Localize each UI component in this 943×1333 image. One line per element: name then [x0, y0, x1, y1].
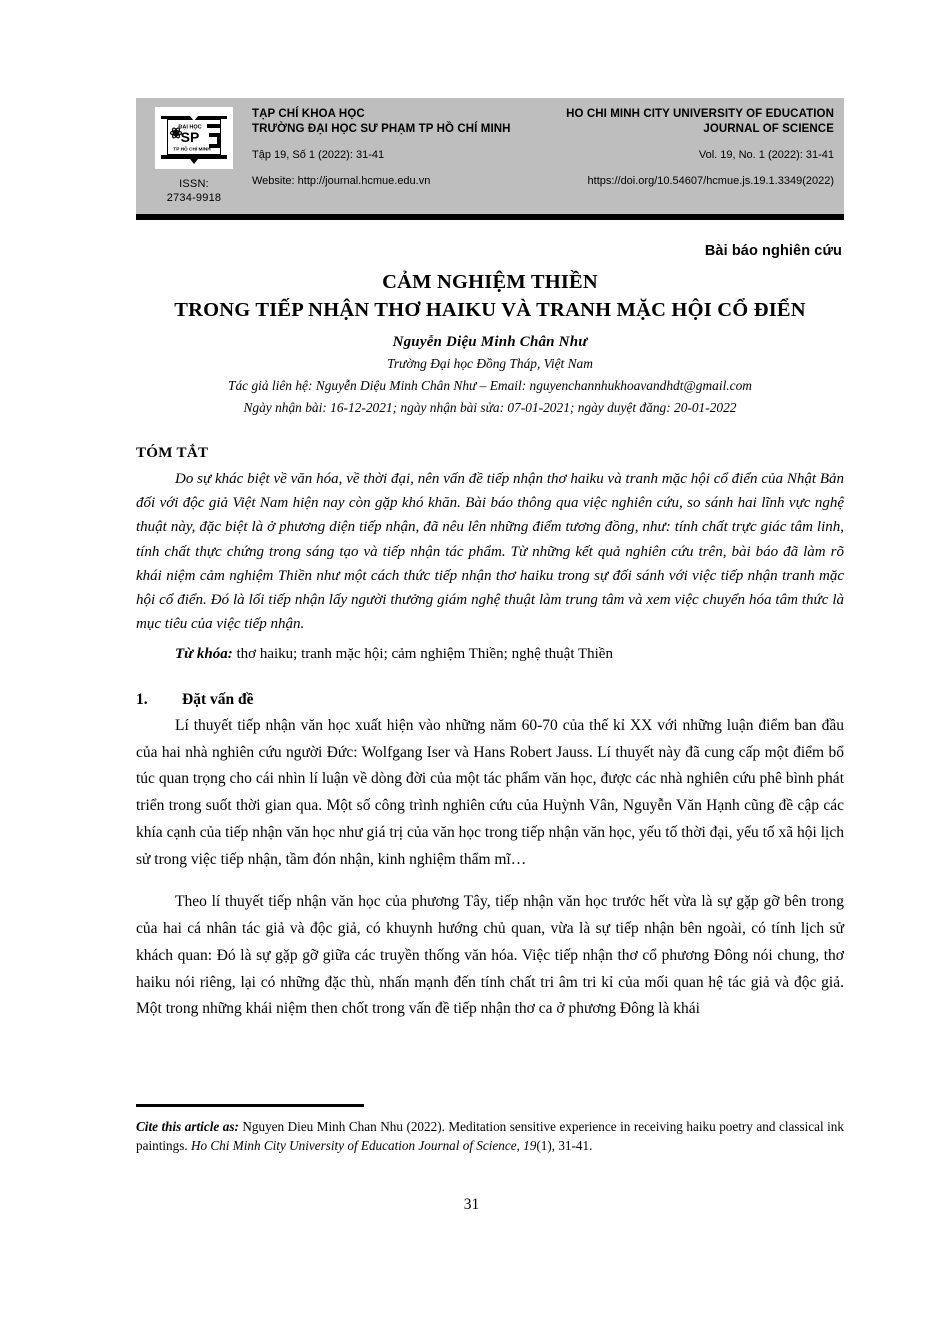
issn-value: 2734-9918	[166, 191, 222, 204]
journal-volume-en: Vol. 19, No. 1 (2022): 31-41	[698, 149, 834, 162]
journal-masthead	[136, 98, 844, 220]
hcmue-book-logo-icon	[159, 111, 229, 166]
masthead-right	[566, 107, 834, 206]
journal-title-vi-line2: TRƯỜNG ĐẠI HỌC SƯ PHẠM TP HỒ CHÍ MINH	[252, 123, 511, 136]
svg-text:TP HỒ CHÍ MINH: TP HỒ CHÍ MINH	[173, 147, 211, 152]
section-1-paragraph-1: Lí thuyết tiếp nhận văn học xuất hiện vào những năm 60-70 của thế kỉ XX với những luận điểm ban đầu của hai nhà nghiên cứu người Đức: Wolfgang Iser và Hans Robert Jauss. Lí thuyết này đã cung cấp một điểm bổ túc quan trọng cho cái nhìn lí luận về dòng đời của một tác phẩm văn học, được các nhà nghiên cứu phê bình phát triển trong suốt thời gian qua. Một số công trình nghiên cứu của Huỳnh Vân, Nguyễn Văn Hạnh cũng đề cập các khía cạnh của tiếp nhận văn học như giá trị của văn học trong tiếp nhận văn học, yếu tố thời đại, yếu tố xã hội lịch sử trong việc tiếp nhận, tầm đón nhận, kinh nghiệm thẩm mĩ…	[136, 716, 844, 868]
journal-title-en-line1: HO CHI MINH CITY UNIVERSITY OF EDUCATION	[566, 108, 834, 120]
issn-label: ISSN:	[179, 178, 209, 190]
section-title-1: Đặt vấn đề	[182, 690, 254, 708]
article-title-line2: TRONG TIẾP NHẬN THƠ HAIKU VÀ TRANH MẶC HỘI CỔ ĐIỂN	[174, 299, 806, 322]
masthead-text-column	[246, 107, 834, 206]
page-number: 31	[463, 1196, 480, 1213]
article-type-label: Bài báo nghiên cứu	[704, 243, 842, 259]
hcmue-logo	[155, 107, 233, 169]
section-heading-1	[136, 691, 844, 709]
masthead-left	[252, 107, 560, 206]
article-dates: Ngày nhận bài: 16-12-2021; ngày nhận bài sửa: 07-01-2021; ngày duyệt đăng: 20-01-2022	[243, 399, 737, 415]
abstract-heading: TÓM TẮT	[136, 444, 209, 461]
keywords-label: Từ khóa:	[175, 645, 233, 662]
corresponding-author: Tác giả liên hệ: Nguyễn Diệu Minh Chân Như – Email: nguyenchannhukhoavandhdt@gmail.com	[228, 377, 752, 393]
cite-text-after: (1), 31-41.	[536, 1138, 593, 1154]
svg-text:ĐẠI HỌC: ĐẠI HỌC	[178, 124, 202, 130]
masthead-logo-column	[142, 107, 246, 206]
section-number-1: 1.	[136, 690, 148, 708]
journal-website-link[interactable]: Website: http://journal.hcmue.edu.vn	[252, 174, 431, 187]
article-author: Nguyễn Diệu Minh Chân Như	[392, 333, 588, 350]
journal-doi-link[interactable]: https://doi.org/10.54607/hcmue.js.19.1.3349(2022)	[587, 174, 834, 187]
footnote-rule	[136, 1104, 364, 1107]
citation-footnote	[136, 1117, 844, 1155]
keywords-line	[136, 642, 844, 666]
keywords-value: thơ haiku; tranh mặc hội; cảm nghiệm Thiền; nghệ thuật Thiền	[236, 645, 613, 662]
masthead-inner	[136, 98, 844, 214]
page-title	[136, 268, 844, 325]
abstract-body: Do sự khác biệt về văn hóa, về thời đại, nên vấn đề tiếp nhận thơ haiku và tranh mặc hội cổ điển của Nhật Bản đối với độc giả Việt Nam hiện nay còn gặp khó khăn. Bài báo thông qua việc nghiên cứu, so sánh hai lĩnh vực nghệ thuật này, đặc biệt là ở phương diện tiếp nhận, đã nêu lên những điểm tương đồng, như: tính chất trực giác tâm linh, tính chất thực chứng trong sáng tạo và tiếp nhận tác phẩm. Từ những kết quả nghiên cứu trên, bài báo đã làm rõ khái niệm cảm nghiệm Thiền như một cách thức tiếp nhận thơ haiku trong sự đối sánh với việc tiếp nhận tranh mặc hội cổ điển. Đó là lối tiếp nhận lấy người thưởng giám nghệ thuật làm trung tâm và xem việc chuyển hóa tâm thức là mục tiêu của việc tiếp nhận.	[136, 470, 844, 633]
section-1-paragraph-2: Theo lí thuyết tiếp nhận văn học của phương Tây, tiếp nhận văn học trước hết vừa là sự gặp gỡ bên trong của hai cá nhân tác giả và độc giả, có khuynh hướng chủ quan, vừa là sự tiếp nhận bên ngoài, có tính lịch sử khách quan: Đó là sự gặp gỡ giữa các truyền thống văn hóa. Việc tiếp nhận thơ cổ phương Đông nói chung, thơ haiku nói riêng, lại có những đặc thù, nhấn mạnh đến tính chất tri âm tri kỉ của mối quan hệ tác giả và độc giả. Một trong những khái niệm then chốt trong vấn đề tiếp nhận thơ ca ở phương Đông là khái	[136, 893, 844, 1018]
issn-block	[167, 178, 221, 206]
article-affiliation: Trường Đại học Đồng Tháp, Việt Nam	[387, 355, 593, 371]
cite-label: Cite this article as:	[136, 1119, 239, 1134]
journal-volume-vi: Tập 19, Số 1 (2022): 31-41	[252, 149, 385, 162]
journal-title-en-line2: JOURNAL OF SCIENCE	[703, 123, 834, 136]
svg-text:SP: SP	[180, 128, 200, 145]
article-content	[136, 243, 844, 1039]
cite-text-before: Nguyen Dieu Minh Chan Nhu (2022). Meditation sensitive experience in receiving haiku poetry and classical ink paintings.	[136, 1119, 844, 1154]
article-title-line1: CẢM NGHIỆM THIỀN	[382, 271, 598, 293]
journal-title-vi-line1: TẠP CHÍ KHOA HỌC	[252, 108, 365, 120]
cite-journal: Ho Chi Minh City University of Education Journal of Science, 19	[190, 1138, 537, 1154]
